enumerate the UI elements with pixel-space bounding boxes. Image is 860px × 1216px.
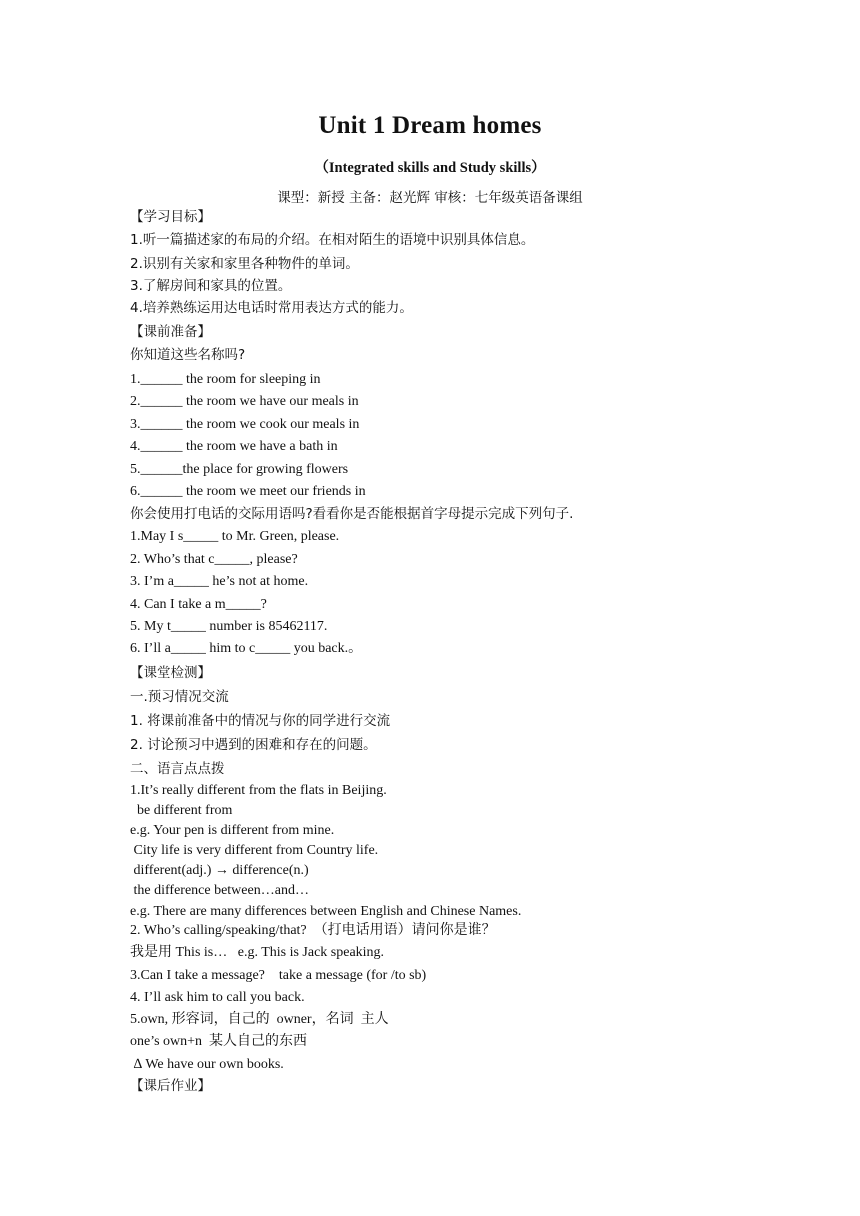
section-heading: 【课堂检测】 bbox=[130, 665, 211, 681]
exercise-line: 1.______ the room for sleeping in bbox=[130, 372, 321, 387]
note-line: 1.It’s really different from the flats in Beijing. bbox=[130, 783, 387, 798]
exercise-line: 2. Who’s that c_____, please? bbox=[130, 552, 298, 567]
note-line: e.g. There are many differences between English and Chinese Names. bbox=[130, 904, 522, 919]
section-heading: 【学习目标】 bbox=[130, 209, 211, 225]
text-line: 二、语言点点拨 bbox=[130, 761, 225, 777]
section-heading: 【课前准备】 bbox=[130, 324, 211, 340]
page-subtitle: （Integrated skills and Study skills） bbox=[314, 160, 546, 176]
exercise-line: 3.______ the room we cook our meals in bbox=[130, 417, 360, 432]
note-line: ∆ We have our own books. bbox=[130, 1057, 284, 1072]
text-line: 1.听一篇描述家的布局的介绍。在相对陌生的语境中识别具体信息。 bbox=[130, 232, 535, 248]
note-line: different(adj.) → difference(n.) bbox=[130, 863, 309, 878]
lesson-meta: 课型：新授 主备：赵光辉 审核：七年级英语备课组 bbox=[277, 190, 583, 206]
note-line: 2. Who’s calling/speaking/that? （打电话用语）请问你是谁？ bbox=[130, 923, 496, 938]
text-line: 你会使用打电话的交际用语吗?看看你是否能根据首字母提示完成下列句子. bbox=[130, 506, 574, 522]
text-line: 2.识别有关家和家里各种物件的单词。 bbox=[130, 256, 359, 272]
exercise-line: 6. I’ll a_____ him to c_____ you back.。 bbox=[130, 641, 363, 656]
note-line: one’s own+n 某人自己的东西 bbox=[130, 1034, 308, 1049]
page-title: Unit 1 Dream homes bbox=[318, 112, 542, 139]
exercise-line: 1.May I s_____ to Mr. Green, please. bbox=[130, 529, 340, 544]
exercise-line: 5.______the place for growing flowers bbox=[130, 462, 349, 477]
exercise-line: 3. I’m a_____ he’s not at home. bbox=[130, 574, 309, 589]
note-line: 我是用 This is… e.g. This is Jack speaking. bbox=[130, 945, 385, 960]
note-line: 5.own, 形容词，自己的 owner，名词 主人 bbox=[130, 1012, 389, 1027]
section-heading: 【课后作业】 bbox=[130, 1078, 211, 1094]
text-line: 3.了解房间和家具的位置。 bbox=[130, 278, 292, 294]
exercise-line: 5. My t_____ number is 85462117. bbox=[130, 619, 328, 634]
exercise-line: 2.______ the room we have our meals in bbox=[130, 394, 359, 409]
exercise-line: 4. Can I take a m_____? bbox=[130, 597, 267, 612]
exercise-line: 6.______ the room we meet our friends in bbox=[130, 484, 366, 499]
text-line: 2. 讨论预习中遇到的困难和存在的问题。 bbox=[130, 737, 377, 753]
note-line: City life is very different from Country life. bbox=[130, 843, 379, 858]
note-line: e.g. Your pen is different from mine. bbox=[130, 823, 335, 838]
note-line: the difference between…and… bbox=[130, 883, 309, 898]
note-line: be different from bbox=[130, 803, 233, 818]
note-line: 3.Can I take a message? take a message (for /to sb) bbox=[130, 968, 427, 983]
exercise-line: 4.______ the room we have a bath in bbox=[130, 439, 338, 454]
text-line: 你知道这些名称吗? bbox=[130, 347, 246, 363]
text-line: 1. 将课前准备中的情况与你的同学进行交流 bbox=[130, 713, 391, 729]
text-line: 4.培养熟练运用达电话时常用表达方式的能力。 bbox=[130, 300, 413, 316]
note-line: 4. I’ll ask him to call you back. bbox=[130, 990, 305, 1005]
text-line: 一.预习情况交流 bbox=[130, 689, 229, 705]
